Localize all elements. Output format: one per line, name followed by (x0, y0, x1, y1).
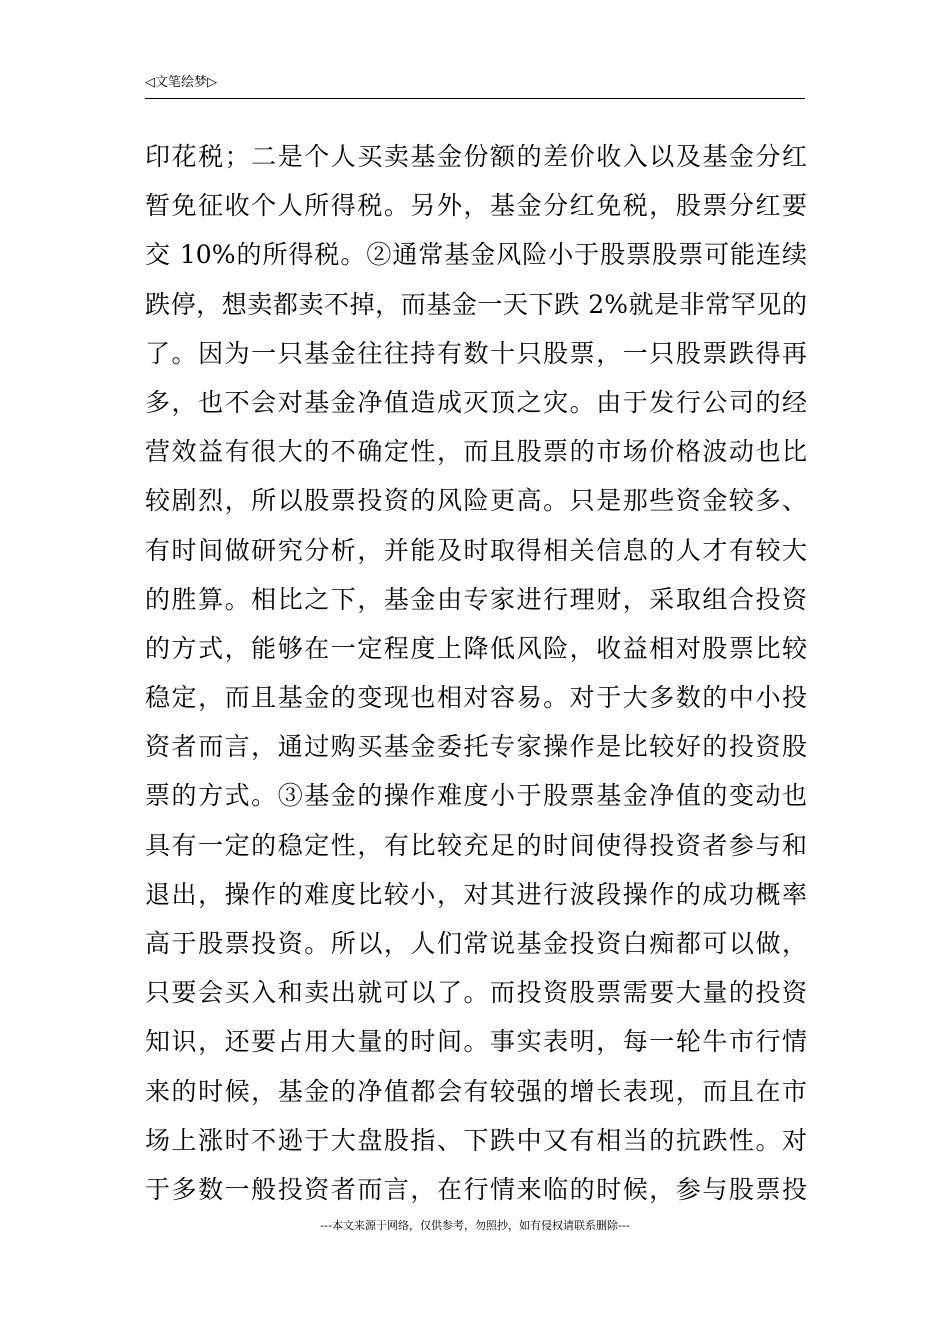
text-line: 资者而言，通过购买基金委托专家操作是比较好的投资股 (145, 732, 807, 762)
text-line: 有时间做研究分析，并能及时取得相关信息的人才有较大 (145, 535, 807, 565)
body-text (145, 132, 807, 1214)
text-line: 稳定，而且基金的变现也相对容易。对于大多数的中小投 (145, 683, 807, 713)
page-header (145, 72, 805, 99)
text-line: 场上涨时不逊于大盘股指、下跌中又有相当的抗跌性。对 (145, 1125, 807, 1155)
page-footer: ---本文来源于网络，仅供参考，勿照抄，如有侵权请联系删除--- (320, 1219, 630, 1232)
text-line: 暂免征收个人所得税。另外，基金分红免税，股票分红要 (145, 191, 807, 221)
header-title: ◁文笔绘梦▷ (145, 75, 217, 90)
text-line: 只要会买入和卖出就可以了。而投资股票需要大量的投资 (145, 978, 807, 1008)
text-line: 跌停，想卖都卖不掉，而基金一天下跌 2%就是非常罕见的 (145, 289, 807, 319)
text-line: 较剧烈，所以股票投资的风险更高。只是那些资金较多、 (145, 486, 807, 516)
text-line: 票的方式。③基金的操作难度小于股票基金净值的变动也 (145, 781, 807, 811)
text-line: 多，也不会对基金净值造成灭顶之灾。由于发行公司的经 (145, 387, 807, 417)
text-line: 退出，操作的难度比较小，对其进行波段操作的成功概率 (145, 879, 807, 909)
text-line: 高于股票投资。所以，人们常说基金投资白痴都可以做， (145, 929, 807, 958)
text-line: 印花税；二是个人买卖基金份额的差价收入以及基金分红 (145, 142, 807, 171)
text-line: 了。因为一只基金往往持有数十只股票，一只股票跌得再 (145, 338, 807, 368)
text-line: 于多数一般投资者而言，在行情来临的时候，参与股票投 (145, 1174, 807, 1204)
text-line: 的胜算。相比之下，基金由专家进行理财，采取组合投资 (145, 584, 807, 614)
text-line: 来的时候，基金的净值都会有较强的增长表现，而且在市 (145, 1076, 807, 1106)
text-line: 具有一定的稳定性，有比较充足的时间使得投资者参与和 (145, 830, 807, 860)
text-line: 的方式，能够在一定程度上降低风险，收益相对股票比较 (145, 633, 807, 663)
text-line: 营效益有很大的不确定性，而且股票的市场价格波动也比 (145, 437, 807, 467)
text-line: 交 10%的所得税。②通常基金风险小于股票股票可能连续 (145, 240, 807, 270)
text-line: 知识，还要占用大量的时间。事实表明，每一轮牛市行情 (145, 1027, 807, 1057)
